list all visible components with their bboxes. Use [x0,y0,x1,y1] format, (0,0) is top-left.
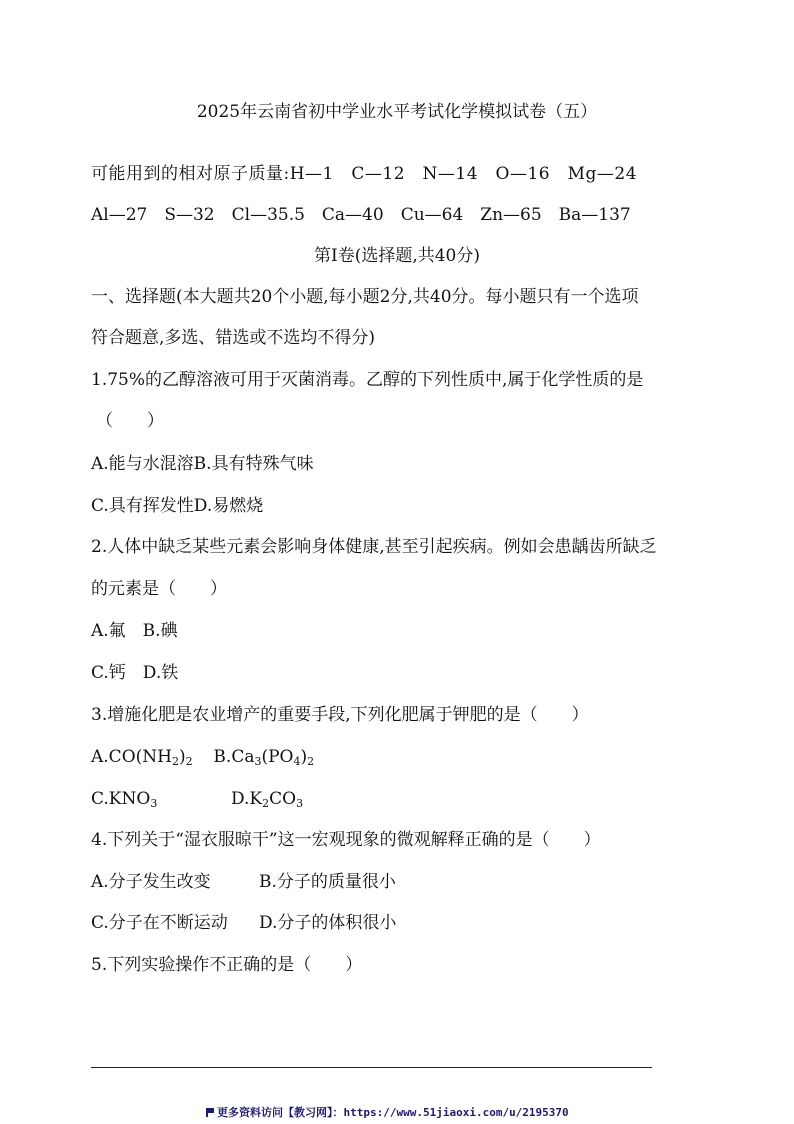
instructions-line-2: 符合题意,多选、错选或不选均不得分) [91,328,376,348]
footer-divider [91,1067,652,1068]
q5-stem-line-1: 5.下列实验操作不正确的是（ ） [91,955,363,975]
q3-stem-line-1: 3.增施化肥是农业增产的重要手段,下列化肥属于钾肥的是（ ） [91,705,589,725]
flag-icon [206,1108,214,1117]
q3-options-line-2 [91,788,303,810]
q2-stem-line-2: 的元素是（ ） [91,579,227,599]
q4-option-b: B.分子的质量很小 [259,872,396,892]
q3-options-line-1 [91,746,314,768]
q2-options-line-1: A.氟 B.碘 [91,621,178,641]
q3-option-b: $B.Ca_3(PO_4)_2$ [213,747,315,768]
atomic-masses-line-1: 可能用到的相对原子质量:H—1 C—12 N—14 O—16 Mg—24 [91,164,638,184]
q4-options-line-1 [91,871,396,893]
footer-text[interactable]: 更多资料访问【教习网】：https://www.51jiaoxi.com/u/2195370 [217,1106,569,1119]
q1-options-line-2: C.具有挥发性D.易燃烧 [91,496,264,516]
section-title: 第Ⅰ卷(选择题,共40分) [313,246,480,266]
q2-stem-line-1: 2.人体中缺乏某些元素会影响身体健康,甚至引起疾病。例如会患龋齿所缺乏 [91,537,657,557]
q2-options-line-2: C.钙 D.铁 [91,663,179,683]
exam-title: 2025年云南省初中学业水平考试化学模拟试卷（五） [196,102,598,122]
footer-link[interactable] [206,1106,569,1120]
q4-options-line-2 [91,912,396,934]
q3-option-a: $A.CO(NH_2)_2$ [91,747,193,768]
q4-option-d: D.分子的体积很小 [259,913,397,933]
q3-option-c: $C.KNO_3$ [91,789,158,810]
q4-option-c: C.分子在不断运动 [91,913,228,933]
q3-option-d: $D.K_2CO_3$ [231,789,304,810]
q1-stem-line-2: （ ） [96,411,164,431]
q4-stem-line-1: 4.下列关于“湿衣服晾干”这一宏观现象的微观解释正确的是（ ） [91,830,601,850]
atomic-masses-line-2: Al—27 S—32 Cl—35.5 Ca—40 Cu—64 Zn—65 Ba—137 [91,205,631,225]
q1-options-line-1: A.能与水混溶B.具有特殊气味 [91,454,314,474]
q4-option-a: A.分子发生改变 [91,872,211,892]
q1-stem-line-1: 1.75%的乙醇溶液可用于灭菌消毒。乙醇的下列性质中,属于化学性质的是 [91,370,644,390]
instructions-line-1: 一、选择题(本大题共20个小题,每小题2分,共40分。每小题只有一个选项 [91,287,639,307]
